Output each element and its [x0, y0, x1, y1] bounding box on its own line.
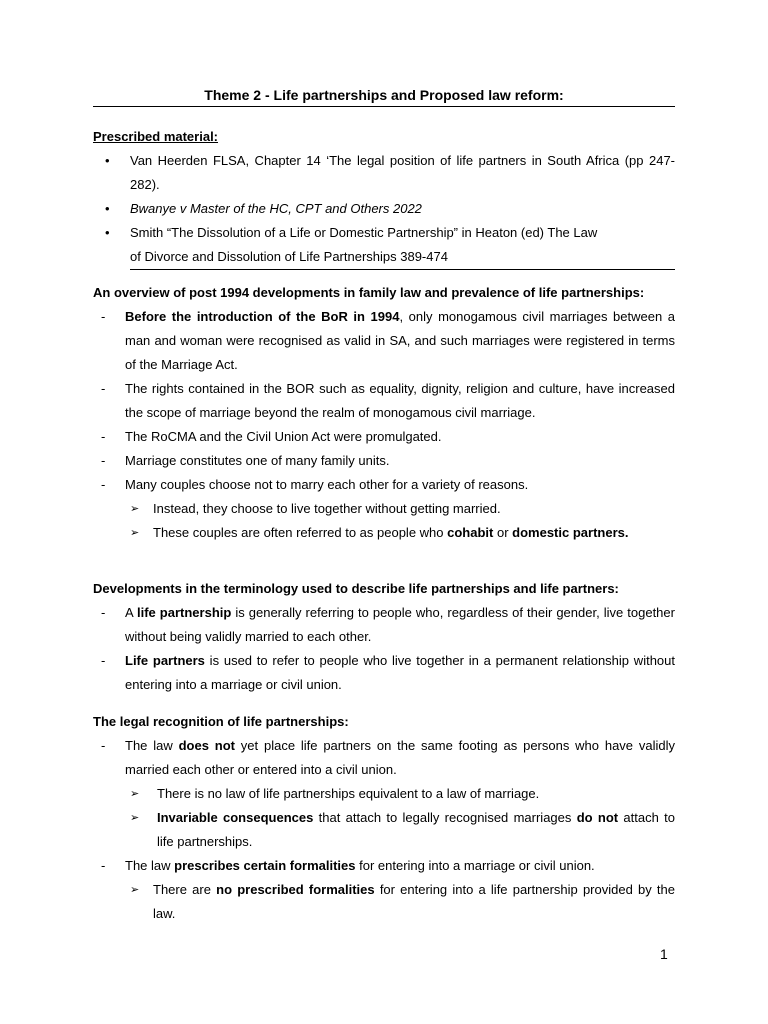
sub-list-item-text: Instead, they choose to live together without getting married. [153, 501, 501, 516]
list-item-text: Van Heerden FLSA, Chapter 14 ‘The legal position of life partners in South Africa (pp 247-282). [130, 153, 675, 192]
recognition-heading: The legal recognition of life partnerships: [93, 714, 349, 729]
terminology-section [93, 577, 675, 697]
list-item [93, 425, 675, 449]
list-item [93, 601, 675, 649]
arrow-bullet-icon: ➢ [130, 812, 140, 824]
dash-marker: - [101, 429, 106, 444]
sub-list-item [93, 521, 675, 545]
terminology-heading: Developments in the terminology used to describe life partnerships and life partners: [93, 581, 619, 596]
list-item-text: The RoCMA and the Civil Union Act were promulgated. [125, 429, 442, 444]
sub-list-item [93, 878, 675, 926]
sub-list-item-text: There is no law of life partnerships equivalent to a law of marriage. [157, 786, 540, 801]
sub-list-item [93, 806, 675, 854]
dash-marker: - [101, 309, 106, 324]
sub-list-item-text: There are no prescribed formalities for entering into a life partnership provided by the law. [153, 882, 675, 921]
dash-marker: - [101, 453, 106, 468]
sub-list-item-text: These couples are often referred to as people who cohabit or domestic partners. [153, 525, 629, 540]
dash-marker: - [101, 605, 106, 620]
sub-list-item [93, 497, 675, 521]
list-item [93, 221, 675, 245]
list-item-text: Many couples choose not to marry each other for a variety of reasons. [125, 477, 529, 492]
list-item-text: Bwanye v Master of the HC, CPT and Others 2022 [130, 201, 422, 216]
list-item-text: A life partnership is generally referring to people who, regardless of their gender, live together without being validly married to each other. [125, 605, 675, 644]
list-item-text: Life partners is used to refer to people who live together in a permanent relationship without entering into a marriage or civil union. [125, 653, 675, 692]
arrow-bullet-icon: ➢ [130, 884, 140, 896]
list-item [93, 149, 675, 197]
page-number: 1 [660, 946, 668, 962]
list-item-text: The law does not yet place life partners on the same footing as persons who have validly married each other or entered into a civil union. [125, 738, 675, 777]
list-item-text: Before the introduction of the BoR in 1994, only monogamous civil marriages between a man and woman were recognised as valid in SA, and such marriages were registered in terms of the Marriage Act. [125, 309, 675, 372]
dash-marker: - [101, 738, 106, 753]
list-item [93, 649, 675, 697]
bullet-marker: • [105, 225, 110, 240]
arrow-bullet-icon: ➢ [130, 788, 140, 800]
dash-marker: - [101, 477, 106, 492]
prescribed-section [93, 125, 675, 270]
list-item-text: of Divorce and Dissolution of Life Partnerships 389-474 [130, 249, 448, 264]
list-item [93, 854, 675, 878]
list-item-text: The rights contained in the BOR such as equality, dignity, religion and culture, have increased the scope of marriage beyond the realm of monogamous civil marriage. [125, 381, 675, 420]
bullet-marker: • [105, 153, 110, 168]
bullet-marker: • [105, 201, 110, 216]
list-item [93, 377, 675, 425]
list-item-continuation [130, 245, 675, 270]
arrow-bullet-icon: ➢ [130, 527, 140, 539]
sub-list-item [93, 782, 675, 806]
page-title: Theme 2 - Life partnerships and Proposed law reform: [93, 85, 675, 107]
list-item [93, 734, 675, 782]
sub-list-item-text: Invariable consequences that attach to legally recognised marriages do not attach to life partnerships. [157, 810, 675, 849]
list-item [93, 449, 675, 473]
dash-marker: - [101, 653, 106, 668]
prescribed-heading: Prescribed material: [93, 129, 219, 144]
list-item-text: Smith “The Dissolution of a Life or Domestic Partnership” in Heaton (ed) The Law [130, 225, 598, 240]
overview-section [93, 281, 675, 545]
list-item [93, 197, 675, 221]
dash-marker: - [101, 858, 106, 873]
list-item [93, 473, 675, 497]
list-item-text: Marriage constitutes one of many family units. [125, 453, 390, 468]
list-item-text: The law prescribes certain formalities for entering into a marriage or civil union. [125, 858, 595, 873]
overview-heading: An overview of post 1994 developments in family law and prevalence of life partnerships: [93, 285, 645, 300]
list-item [93, 305, 675, 377]
arrow-bullet-icon: ➢ [130, 503, 140, 515]
dash-marker: - [101, 381, 106, 396]
recognition-section [93, 710, 675, 926]
